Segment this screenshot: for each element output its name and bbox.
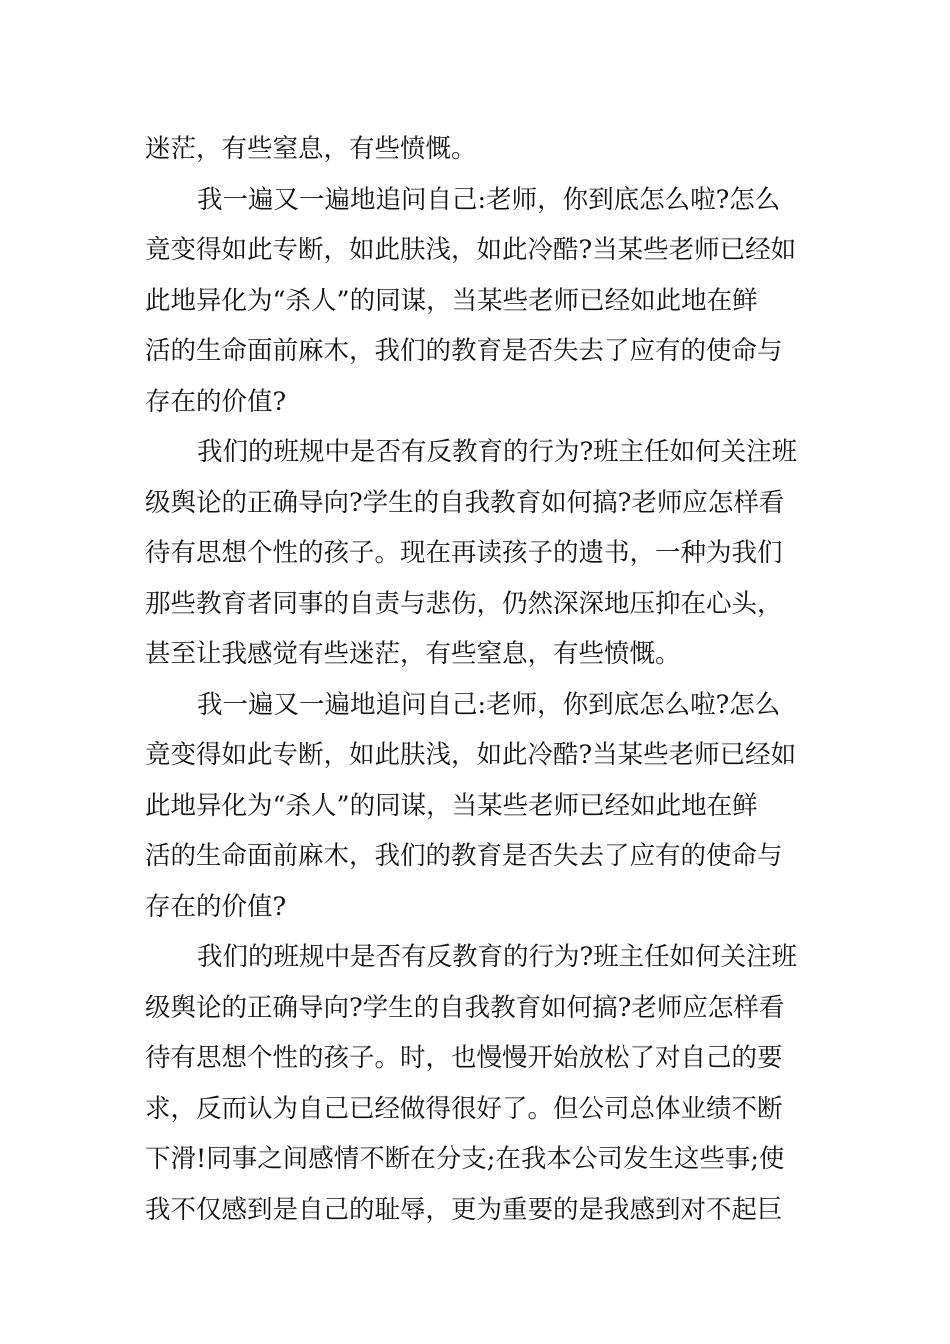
text-line: 我不仅感到是自己的耻辱，更为重要的是我感到对不起巨 bbox=[145, 1194, 783, 1225]
text-line: 下滑!同事之间感情不断在分支;在我本公司发生这些事;使 bbox=[145, 1144, 785, 1174]
text-line: 那些教育者同事的自责与悲伤，仍然深深地压抑在心头， bbox=[145, 588, 783, 619]
text-line: 竟变得如此专断，如此肤浅，如此冷酷?当某些老师已经如 bbox=[145, 235, 797, 265]
text-line: 级舆论的正确导向?学生的自我教育如何搞?老师应怎样看 bbox=[145, 992, 785, 1023]
text-line: 甚至让我感觉有些迷茫，有些窒息，有些愤慨。 bbox=[145, 639, 681, 669]
text-line: 活的生命面前麻木，我们的教育是否失去了应有的使命与 bbox=[145, 336, 783, 366]
text-line: 求，反而认为自己已经做得很好了。但公司总体业绩不断 bbox=[145, 1093, 783, 1124]
text-line: 待有思想个性的孩子。现在再读孩子的遗书，一种为我们 bbox=[145, 538, 783, 568]
text-line: 存在的价值? bbox=[145, 891, 287, 922]
text-line: 活的生命面前麻木，我们的教育是否失去了应有的使命与 bbox=[145, 841, 783, 871]
text-line: 竟变得如此专断，如此肤浅，如此冷酷?当某些老师已经如 bbox=[145, 740, 797, 770]
text-line: 级舆论的正确导向?学生的自我教育如何搞?老师应怎样看 bbox=[145, 487, 785, 518]
text-line: 我们的班规中是否有反教育的行为?班主任如何关注班 bbox=[197, 942, 798, 972]
text-line: 存在的价值? bbox=[145, 386, 287, 417]
text-line: 此地异化为“杀人”的同谋，当某些老师已经如此地在鲜 bbox=[145, 790, 758, 821]
text-line: 我一遍又一遍地追问自己:老师，你到底怎么啦?怎么 bbox=[197, 184, 781, 215]
text-line: 我一遍又一遍地追问自己:老师，你到底怎么啦?怎么 bbox=[197, 689, 781, 720]
text-line: 待有思想个性的孩子。时，也慢慢开始放松了对自己的要 bbox=[145, 1043, 783, 1073]
text-line: 迷茫，有些窒息，有些愤慨。 bbox=[145, 134, 477, 164]
text-line: 我们的班规中是否有反教育的行为?班主任如何关注班 bbox=[197, 437, 798, 467]
text-line: 此地异化为“杀人”的同谋，当某些老师已经如此地在鲜 bbox=[145, 285, 758, 316]
document-body bbox=[145, 124, 810, 1235]
